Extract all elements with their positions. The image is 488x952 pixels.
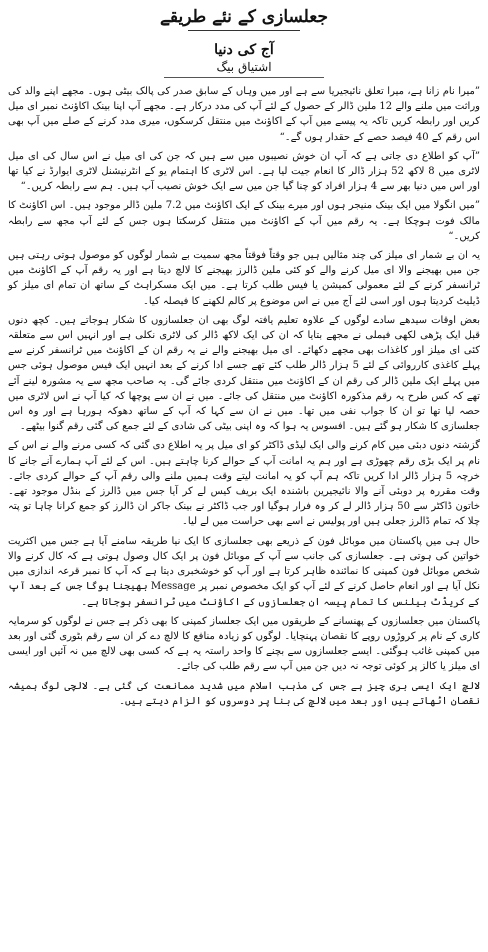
column-header: [8, 6, 480, 78]
column-name: آج کی دنیا: [214, 42, 274, 58]
paragraph-3: ”میں انگولا میں ایک بینک منیجر ہوں اور میرے بینک کے ایک اکاؤنٹ میں 7.2 ملین ڈالر موجود ہیں۔ اس اکاؤنٹ کا مالک فوت ہوچکا ہے۔ یہ رقم میں آپ کے اکاؤنٹ میں منتقل کرسکتا ہوں جس کے لئے آپ مجھ سے رابطہ کریں۔“: [8, 200, 480, 242]
paragraph-9: لالچ ایک ایسی بری چیز ہے جس کی مذہب اسلام میں شدید ممانعت کی گئی ہے۔ لالچی لوگ ہمیشہ نقصان اٹھاتے ہیں اور بعد میں لالچ کی بنا پر دوسروں کو الزام دیتے ہیں۔: [8, 680, 480, 707]
byline-underline: [164, 77, 324, 78]
paragraph-7: حال ہی میں پاکستان میں موبائل فون کے ذریعے بھی جعلسازی کا ایک نیا طریقہ سامنے آیا ہے جس میں اکثریت خواتین کی ہوتی ہے۔ جعلسازی کی جانب سے آپ کے موبائل فون پر ایک کال وصول ہوتی ہے کہ کال کرنے والا شخص موبائل فون کمپنی کا نمائندہ ظاہر کرتا ہے اور آپ کو خوشخبری دیتا ہے کہ آپ کا نمبر قرعہ اندازی میں نکل آیا ہے اور انعام حاصل کرنے کے لئے آپ کو ایک مخصوص نمبر پر Message بھیجنا ہوگا جس کے بعد آپ کے کریڈٹ بیلنس کا تمام پیسہ ان جعلسازوں کے اکاؤنٹ میں ٹرانسفر ہوجاتا ہے۔: [8, 535, 480, 608]
paragraph-6: گزشتہ دنوں دبئی میں کام کرنے والی ایک لیڈی ڈاکٹر کو ای میل پر یہ اطلاع دی گئی کہ کسی مرنے والے نے اس کے نام پر ایک بڑی رقم چھوڑی ہے اور ہم یہ امانت آپ کے حوالے کرنا چاہتے ہیں۔ اس کے لئے آپ ہمارے آنے جانے کا خرچہ 5 ہزار ڈالر ادا کریں تاکہ ہم آپ کو یہ امانت لیتے وقت ہمیں ملنے والی رقم آپ کے حوالے کردی جائے۔ وقت مقررہ پر دوبئی آنے والا نائیجیرین باشندہ ایک بریف کیس لے کر آیا جس میں ڈالرز کے بنڈل موجود تھے۔ خاتون ڈاکٹر سے 50 ہزار ڈالر لے کر وہ فرار ہوگیا اور جب ڈاکٹر نے بینک جاکر ان ڈالرز کو جمع کرانا چاہا تو پتہ چلا کہ تمام ڈالرز جعلی ہیں اور پولیس نے اسے بھی حراست میں لے لیا۔: [8, 440, 481, 528]
paragraph-4: یہ ان بے شمار ای میلز کی چند مثالیں ہیں جو وقتاً فوقتاً مجھ سمیت بے شمار لوگوں کو موصول ہوتی رہتی ہیں جن میں بھیجنے والا ای میل کرنے والے کو کئی ملین ڈالرز بھیجنے کا لالچ دیتا ہے اور یہ رقم آپ کے اکاؤنٹ میں ٹرانسفر کرنے کے لئے معمولی کمیشن یا فیس طلب کرتا ہے۔ میں ایک مسکراہٹ کے ساتھ ان تمام ای میلز کو ڈیلیٹ کردیتا ہوں اور اسی لئے آج میں نے اس موضوع پر کالم لکھنے کا فیصلہ کیا۔: [8, 250, 480, 307]
paragraph-8: پاکستان میں جعلسازوں کے پھنسانے کے طریقوں میں ایک جعلساز کمپنی کا بھی ذکر ہے جس نے لوگوں کو سرمایہ کاری کے نام پر کروڑوں روپے کا نقصان پہنچایا۔ لوگوں کو زیادہ منافع کا لالچ دے کر ان سے رقم بٹوری گئی اور بعد میں کمپنی غائب ہوگئی۔ ایسے جعلسازوں سے بچنے کا واحد راستہ یہ ہے کہ کسی بھی لالچ میں نہ آئیں اور ایسی ای میلز یا کالز پر کوئی توجہ نہ دیں جن میں آپ سے رقم طلب کی جائے۔: [8, 615, 480, 673]
paragraph-2: ”آپ کو اطلاع دی جاتی ہے کہ آپ ان خوش نصیبوں میں سے ہیں کہ جن کی ای میل نے اس سال کی ای میل لاٹری میں 8 لاکھ 52 ہزار ڈالر کا انعام جیت لیا ہے۔ اس لاٹری کا اہتمام یو کے انٹرنیشنل لاٹری ایوارڈ نے کیا تھا اور اس میں دنیا بھر سے 4 ہزار افراد کو چنا گیا جن میں سے ایک خوش نصیب آپ ہیں۔ ہم سے رابطہ کریں۔“: [8, 150, 480, 193]
paragraph-5: بعض اوقات سیدھے سادے لوگوں کے علاوہ تعلیم یافتہ لوگ بھی ان جعلسازوں کا شکار ہوجاتے ہیں۔ کچھ دنوں قبل ایک پڑھی لکھی فیملی نے مجھے بتایا کہ ان کی ایک لاکھ ڈالر کی لاٹری نکلی ہے اور انہیں اس سے متعلقہ کئی ای میلز اور کاغذات بھی مجھے دکھائے۔ ای میل بھیجنے والے نے یہ رقم ان کے اکاؤنٹ میں ٹرانسفر کرنے سے پہلے کاغذی کارروائی کے لئے 5 ہزار ڈالر طلب کئے تھے جسے ادا کرنے کے بعد انہیں ایک فیس موصول ہوئی جس میں پہلے ایک ملین ڈالر کی رقم ان کے اکاؤنٹ میں منتقل کردی جائے گی۔ یہ صاحب مجھ سے یہ مشورہ لینے آئے تھے کہ کس طرح یہ رقم مذکورہ اکاؤنٹ میں منتقل کی جائے۔ میں نے ان سے پوچھا کہ کیا آپ نے اس لاٹری میں حصہ لیا تھا تو ان کا جواب نفی میں تھا۔ میں نے ان سے کہا کہ آپ کے ساتھ دھوکہ ہورہا ہے اور وہ اس جعلسازی کا شکار ہو گئے ہیں۔ افسوس یہ ہوا کہ وہ اپنی بیٹی کی شادی کے لئے جمع کی گئی رقم گنوا بیٹھے۔: [8, 314, 480, 433]
author-name: اشتیاق بیگ: [216, 60, 272, 74]
title-underline: [188, 30, 300, 31]
article-title: جعلسازی کے نئے طریقے: [159, 7, 329, 27]
paragraph-1: ”میرا نام زانا ہے، میرا تعلق نائیجیریا سے ہے اور میں وہاں کے سابق صدر کی پالک بیٹی ہوں۔ مجھے اپنے والد کی وراثت میں ملنے والے 12 ملین ڈالر کے حصول کے لئے آپ کی مدد درکار ہے۔ مجھے آپ اپنا بینک اکاؤنٹ نمبر ای میل کریں اور رابطہ کریں تاکہ یہ پیسے میں آپ کے اکاؤنٹ میں منتقل کرسکوں، میری مدد کرنے کے صلے میں آپ بھی اس رقم کے 40 فیصد حصے کے حقدار ہوں گے۔“: [8, 86, 480, 143]
article-body: [8, 84, 480, 709]
